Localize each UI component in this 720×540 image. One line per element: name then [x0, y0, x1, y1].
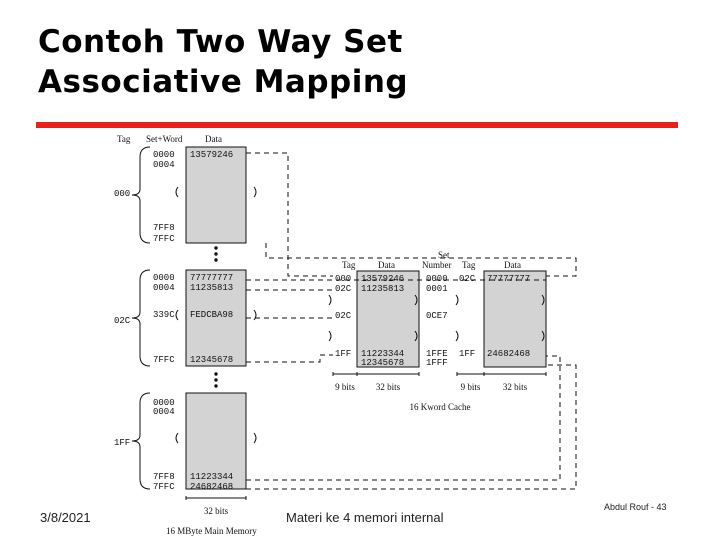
- ellipsis-dot: [215, 259, 217, 261]
- skip-mark: [329, 331, 331, 341]
- mm-address: 7FFC: [153, 355, 175, 365]
- mm-block-brace-2: [132, 393, 150, 489]
- cache-data2-width-arrow: [484, 372, 546, 376]
- mm-width-label: 32 bits: [203, 506, 229, 516]
- cache-tag-way1: 02C: [335, 311, 352, 321]
- cache-tag-way1: 1FF: [335, 349, 352, 359]
- cache-header-set: Set: [438, 250, 450, 260]
- cache-set-number: 1FFF: [426, 358, 448, 368]
- cache-header-data2: Data: [504, 260, 521, 270]
- cache-data-way1: 11223344: [361, 349, 405, 359]
- cache-header-tag1: Tag: [342, 260, 356, 270]
- mm-data: 11235813: [190, 283, 234, 293]
- skip-mark-left: [176, 187, 178, 197]
- mm-header-data: Data: [205, 134, 222, 144]
- cache-data1-width-arrow: [357, 372, 419, 376]
- mm-address: 0004: [153, 160, 175, 170]
- cache-header-set-number: Number: [422, 260, 452, 270]
- cache-data2-width: 32 bits: [502, 382, 528, 392]
- cache-tag2-width: 9 bits: [460, 382, 481, 392]
- skip-mark: [329, 295, 331, 305]
- mm-address: 0000: [153, 150, 175, 160]
- mm-header-tag: Tag: [117, 134, 131, 144]
- cache-data1-width: 32 bits: [375, 382, 401, 392]
- mapping-line: [246, 356, 560, 480]
- cache-tag-way2: 1FF: [459, 349, 476, 359]
- ellipsis-dot: [215, 373, 217, 375]
- mm-address: 7FFC: [153, 234, 175, 244]
- cache-tag-way2: 02C: [459, 274, 476, 284]
- ellipsis-dot: [215, 247, 217, 249]
- footer-date: 3/8/2021: [40, 510, 91, 525]
- mm-data: 24682468: [190, 482, 234, 492]
- skip-mark-right: [254, 433, 256, 443]
- mm-data: 13579246: [190, 150, 234, 160]
- cache-tag2-width-arrow: [457, 372, 484, 376]
- skip-mark: [456, 331, 458, 341]
- skip-mark-left: [176, 310, 178, 320]
- mm-block-0: [186, 147, 246, 243]
- cache-set-number: 0001: [426, 284, 448, 294]
- mm-block-brace-1: [132, 270, 150, 366]
- mm-address: 0004: [153, 407, 175, 417]
- mm-address: 0004: [153, 283, 175, 293]
- mm-block-tag: 000: [114, 189, 131, 199]
- mm-data: FEDCBA98: [190, 310, 234, 320]
- footer-course: Materi ke 4 memori internal: [286, 510, 444, 525]
- ellipsis-dot: [215, 253, 217, 255]
- ellipsis-dot: [215, 385, 217, 387]
- slide-title: Contoh Two Way Set Associative Mapping: [38, 24, 409, 100]
- cache-caption: 16 Kword Cache: [409, 402, 471, 412]
- mm-address: 0000: [153, 273, 175, 283]
- cache-set-number: 0CE7: [426, 311, 448, 321]
- cache-tag1-width: 9 bits: [335, 382, 355, 392]
- mm-block-tag: 1FF: [114, 438, 131, 448]
- cache-data-way2: 24682468: [487, 349, 531, 359]
- cache-header-tag2: Tag: [462, 260, 476, 270]
- mapping-line: [246, 355, 333, 362]
- mm-data: 77777777: [190, 273, 234, 283]
- ellipsis-dot: [215, 379, 217, 381]
- mm-block-tag: 02C: [114, 316, 131, 326]
- cache-tag-way1: 000: [335, 274, 352, 284]
- cache-tag1-width-arrow: [333, 372, 357, 376]
- cache-data-way1: 11235813: [361, 284, 405, 294]
- mm-caption: 16 MByte Main Memory: [166, 526, 257, 536]
- mm-header-setword: Set+Word: [146, 134, 183, 144]
- mm-address: 339C: [153, 310, 175, 320]
- mm-block-brace-0: [132, 147, 150, 243]
- skip-mark: [456, 295, 458, 305]
- cache-set-number: 0000: [426, 274, 448, 284]
- cache-data-way1: 13579246: [361, 274, 405, 284]
- mm-address: 7FF8: [153, 472, 175, 482]
- skip-mark-left: [176, 433, 178, 443]
- cache-tag-way1: 02C: [335, 284, 352, 294]
- cache-data-way2: 77777777: [487, 274, 531, 284]
- mm-data: 11223344: [190, 472, 234, 482]
- footer-page: Abdul Rouf - 43: [604, 502, 667, 512]
- cache-data-way1: 12345678: [361, 358, 405, 368]
- mm-address: 0000: [153, 398, 175, 408]
- mm-data: 12345678: [190, 355, 234, 365]
- cache-set-number: 1FFE: [426, 349, 448, 359]
- mm-width-arrow: [186, 496, 246, 500]
- cache-header-data1: Data: [378, 260, 395, 270]
- mm-address: 7FFC: [153, 482, 175, 492]
- mm-address: 7FF8: [153, 223, 175, 233]
- skip-mark-right: [254, 187, 256, 197]
